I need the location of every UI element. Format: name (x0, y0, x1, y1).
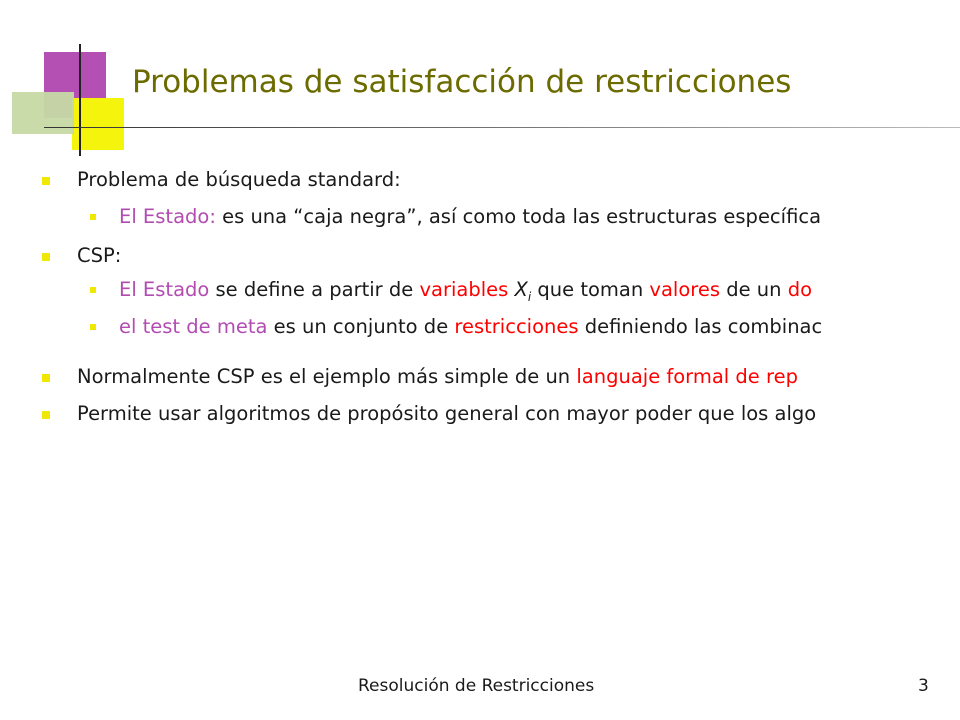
bullet-item: Permite usar algoritmos de propósito general con mayor poder que los algo (77, 402, 817, 425)
sub-bullet-marker (90, 287, 96, 293)
bullet-item: Normalmente CSP es el ejemplo más simple de un languaje formal de rep (77, 365, 798, 388)
bullet-marker (42, 253, 50, 261)
bullet-item: CSP: (77, 244, 122, 267)
sub-bullet-item: el test de meta es un conjunto de restricciones definiendo las combinac (119, 315, 823, 338)
bullet-marker (42, 374, 50, 382)
sub-bullet-item: El Estado se define a partir de variables $X_i$ que toman valores de un do (119, 278, 813, 304)
bullet-marker (42, 177, 50, 185)
bullet-marker (42, 411, 50, 419)
page-number: 3 (918, 676, 929, 696)
bullet-item: Problema de búsqueda standard: (77, 168, 401, 191)
sub-bullet-marker (90, 214, 96, 220)
slide-title: Problemas de satisfacción de restricciones (132, 64, 792, 100)
sub-bullet-item: El Estado: es una “caja negra”, así como toda las estructuras específica (119, 205, 822, 228)
sub-bullet-marker (90, 324, 96, 330)
footer-title: Resolución de Restricciones (358, 676, 595, 696)
